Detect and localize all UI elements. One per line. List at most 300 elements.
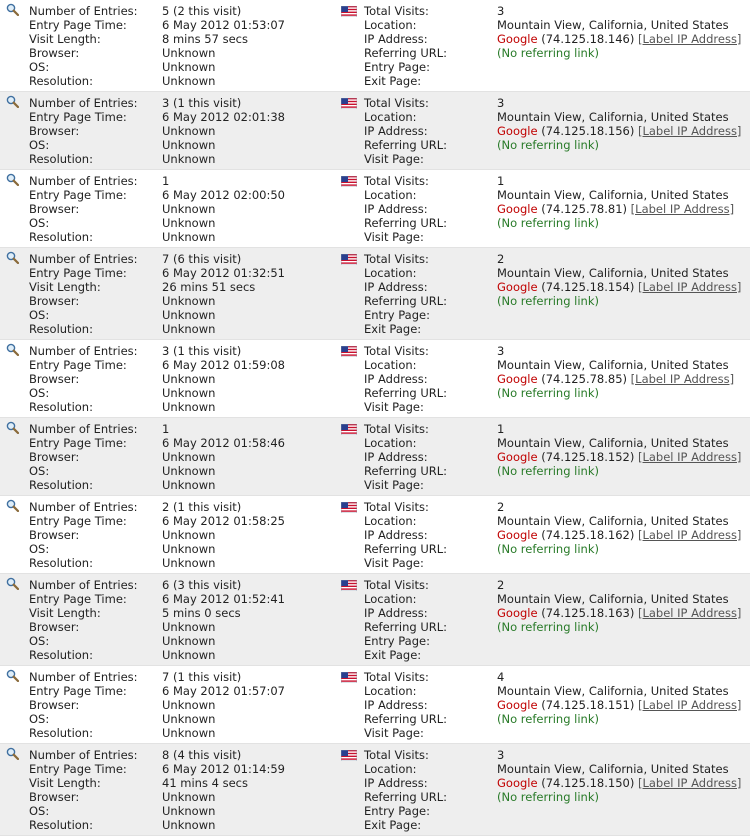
visit-labels bbox=[29, 96, 138, 166]
entry-time-value: 6 May 2012 01:58:46 bbox=[162, 436, 285, 450]
us-flag-icon bbox=[341, 750, 357, 761]
visit-values bbox=[162, 670, 285, 740]
visit-values bbox=[162, 748, 285, 832]
entry-time-value: 6 May 2012 01:52:41 bbox=[162, 592, 285, 606]
resolution-label: Resolution: bbox=[29, 74, 93, 88]
total-visits-label: Total Visits: bbox=[364, 252, 429, 266]
total-visits-value: 1 bbox=[497, 174, 505, 188]
total-visits-value: 2 bbox=[497, 500, 505, 514]
ip-value bbox=[497, 528, 741, 542]
visitor-values bbox=[497, 578, 741, 634]
browser-label: Browser: bbox=[29, 528, 80, 542]
ip-value bbox=[497, 776, 741, 790]
location-label: Location: bbox=[364, 266, 417, 280]
location-label: Location: bbox=[364, 684, 417, 698]
referring-label: Referring URL: bbox=[364, 216, 448, 230]
visitor-labels bbox=[364, 344, 447, 414]
entry-time-label: Entry Page Time: bbox=[29, 762, 127, 776]
ip-label: IP Address: bbox=[364, 606, 428, 620]
resolution-label: Resolution: bbox=[29, 152, 93, 166]
referring-label: Referring URL: bbox=[364, 46, 448, 60]
total-visits-label: Total Visits: bbox=[364, 344, 429, 358]
total-visits-label: Total Visits: bbox=[364, 4, 429, 18]
visit-record bbox=[0, 744, 750, 836]
search-engine-name: Google bbox=[497, 202, 538, 216]
ip-address: (74.125.18.152) bbox=[537, 450, 638, 464]
referring-value: (No referring link) bbox=[497, 294, 599, 308]
resolution-label: Resolution: bbox=[29, 400, 93, 414]
ip-label: IP Address: bbox=[364, 280, 428, 294]
total-visits-value: 3 bbox=[497, 748, 505, 762]
referring-label: Referring URL: bbox=[364, 138, 448, 152]
visitor-labels bbox=[364, 96, 447, 166]
total-visits-label: Total Visits: bbox=[364, 748, 429, 762]
visit-length-value: 8 mins 57 secs bbox=[162, 32, 248, 46]
entries-value: 5 (2 this visit) bbox=[162, 4, 242, 18]
location-value: Mountain View, California, United States bbox=[497, 18, 729, 32]
location-value: Mountain View, California, United States bbox=[497, 110, 729, 124]
location-value: Mountain View, California, United States bbox=[497, 514, 729, 528]
resolution-label: Resolution: bbox=[29, 478, 93, 492]
location-value: Mountain View, California, United States bbox=[497, 266, 729, 280]
entry-time-value: 6 May 2012 01:32:51 bbox=[162, 266, 285, 280]
entries-label: Number of Entries: bbox=[29, 174, 138, 188]
exit-page-label: Exit Page: bbox=[364, 74, 422, 88]
resolution-value: Unknown bbox=[162, 478, 216, 492]
magnifier-icon[interactable] bbox=[6, 3, 19, 16]
browser-label: Browser: bbox=[29, 790, 80, 804]
entry-page-label: Entry Page: bbox=[364, 308, 430, 322]
ip-address: (74.125.78.85) bbox=[537, 372, 631, 386]
ip-address: (74.125.18.156) bbox=[537, 124, 638, 138]
browser-value: Unknown bbox=[162, 790, 216, 804]
us-flag-icon bbox=[341, 98, 357, 109]
resolution-label: Resolution: bbox=[29, 726, 93, 740]
ip-label: IP Address: bbox=[364, 372, 428, 386]
referring-label: Referring URL: bbox=[364, 790, 448, 804]
visit-values bbox=[162, 4, 285, 88]
location-value: Mountain View, California, United States bbox=[497, 436, 729, 450]
visit-record bbox=[0, 574, 750, 666]
os-value: Unknown bbox=[162, 60, 216, 74]
entry-time-label: Entry Page Time: bbox=[29, 436, 127, 450]
entries-value: 2 (1 this visit) bbox=[162, 500, 242, 514]
referring-value: (No referring link) bbox=[497, 216, 599, 230]
magnifier-icon[interactable] bbox=[6, 95, 19, 108]
visit-values bbox=[162, 578, 285, 662]
entry-time-label: Entry Page Time: bbox=[29, 18, 127, 32]
label-ip-address-link[interactable]: [Label IP Address] bbox=[630, 202, 735, 216]
location-value: Mountain View, California, United States bbox=[497, 188, 729, 202]
location-label: Location: bbox=[364, 592, 417, 606]
browser-value: Unknown bbox=[162, 698, 216, 712]
entry-time-label: Entry Page Time: bbox=[29, 358, 127, 372]
visit-length-value: 26 mins 51 secs bbox=[162, 280, 256, 294]
os-label: OS: bbox=[29, 60, 50, 74]
resolution-value: Unknown bbox=[162, 152, 216, 166]
label-ip-address-link[interactable]: [Label IP Address] bbox=[630, 372, 735, 386]
visitor-labels bbox=[364, 748, 447, 832]
os-label: OS: bbox=[29, 712, 50, 726]
visitor-values bbox=[497, 96, 741, 152]
location-value: Mountain View, California, United States bbox=[497, 592, 729, 606]
total-visits-value: 2 bbox=[497, 252, 505, 266]
referring-label: Referring URL: bbox=[364, 464, 448, 478]
search-engine-name: Google bbox=[497, 124, 538, 138]
ip-label: IP Address: bbox=[364, 698, 428, 712]
visitor-labels bbox=[364, 252, 447, 336]
visit-values bbox=[162, 500, 285, 570]
referring-label: Referring URL: bbox=[364, 712, 448, 726]
visit-length-value: 5 mins 0 secs bbox=[162, 606, 241, 620]
label-ip-address-link[interactable]: [Label IP Address] bbox=[637, 776, 742, 790]
visit-labels bbox=[29, 670, 138, 740]
search-engine-name: Google bbox=[497, 280, 538, 294]
visit-length-label: Visit Length: bbox=[29, 32, 101, 46]
search-engine-name: Google bbox=[497, 372, 538, 386]
ip-value bbox=[497, 202, 734, 216]
os-value: Unknown bbox=[162, 804, 216, 818]
location-label: Location: bbox=[364, 18, 417, 32]
ip-label: IP Address: bbox=[364, 528, 428, 542]
magnifier-icon[interactable] bbox=[6, 251, 19, 264]
location-value: Mountain View, California, United States bbox=[497, 762, 729, 776]
us-flag-icon bbox=[341, 424, 357, 435]
entries-label: Number of Entries: bbox=[29, 748, 138, 762]
ip-value bbox=[497, 372, 734, 386]
entries-label: Number of Entries: bbox=[29, 4, 138, 18]
resolution-label: Resolution: bbox=[29, 322, 93, 336]
entry-time-value: 6 May 2012 01:58:25 bbox=[162, 514, 285, 528]
os-label: OS: bbox=[29, 804, 50, 818]
ip-address: (74.125.18.151) bbox=[537, 698, 638, 712]
visitor-values bbox=[497, 4, 741, 60]
visitor-values bbox=[497, 344, 734, 400]
visit-length-label: Visit Length: bbox=[29, 280, 101, 294]
entry-time-label: Entry Page Time: bbox=[29, 266, 127, 280]
visitor-labels bbox=[364, 670, 447, 740]
os-label: OS: bbox=[29, 308, 50, 322]
entries-label: Number of Entries: bbox=[29, 578, 138, 592]
visit-record bbox=[0, 170, 750, 248]
entries-value: 3 (1 this visit) bbox=[162, 96, 242, 110]
visit-values bbox=[162, 252, 285, 336]
magnifier-icon[interactable] bbox=[6, 747, 19, 760]
entry-time-value: 6 May 2012 01:57:07 bbox=[162, 684, 285, 698]
entry-time-value: 6 May 2012 01:59:08 bbox=[162, 358, 285, 372]
total-visits-label: Total Visits: bbox=[364, 670, 429, 684]
resolution-value: Unknown bbox=[162, 400, 216, 414]
resolution-value: Unknown bbox=[162, 322, 216, 336]
us-flag-icon bbox=[341, 6, 357, 17]
visit-length-value: 41 mins 4 secs bbox=[162, 776, 248, 790]
os-label: OS: bbox=[29, 634, 50, 648]
ip-label: IP Address: bbox=[364, 32, 428, 46]
search-engine-name: Google bbox=[497, 32, 538, 46]
entries-value: 1 bbox=[162, 174, 170, 188]
ip-value bbox=[497, 450, 741, 464]
total-visits-value: 3 bbox=[497, 96, 505, 110]
visit-record bbox=[0, 92, 750, 170]
us-flag-icon bbox=[341, 346, 357, 357]
entries-value: 3 (1 this visit) bbox=[162, 344, 242, 358]
referring-value: (No referring link) bbox=[497, 46, 599, 60]
visitor-labels bbox=[364, 174, 447, 244]
referring-label: Referring URL: bbox=[364, 620, 448, 634]
referring-label: Referring URL: bbox=[364, 386, 448, 400]
us-flag-icon bbox=[341, 672, 357, 683]
visit-labels bbox=[29, 578, 138, 662]
search-engine-name: Google bbox=[497, 698, 538, 712]
referring-value: (No referring link) bbox=[497, 138, 599, 152]
entry-time-value: 6 May 2012 01:53:07 bbox=[162, 18, 285, 32]
location-label: Location: bbox=[364, 110, 417, 124]
label-ip-address-link[interactable]: [Label IP Address] bbox=[637, 280, 742, 294]
visit-page-label: Visit Page: bbox=[364, 726, 424, 740]
location-value: Mountain View, California, United States bbox=[497, 684, 729, 698]
magnifier-icon[interactable] bbox=[6, 499, 19, 512]
referring-value: (No referring link) bbox=[497, 542, 599, 556]
browser-label: Browser: bbox=[29, 698, 80, 712]
visit-length-label: Visit Length: bbox=[29, 776, 101, 790]
browser-value: Unknown bbox=[162, 450, 216, 464]
entry-time-label: Entry Page Time: bbox=[29, 110, 127, 124]
browser-label: Browser: bbox=[29, 46, 80, 60]
entries-label: Number of Entries: bbox=[29, 670, 138, 684]
entries-label: Number of Entries: bbox=[29, 500, 138, 514]
resolution-label: Resolution: bbox=[29, 648, 93, 662]
resolution-value: Unknown bbox=[162, 556, 216, 570]
referring-value: (No referring link) bbox=[497, 464, 599, 478]
ip-value bbox=[497, 124, 741, 138]
referring-value: (No referring link) bbox=[497, 620, 599, 634]
browser-label: Browser: bbox=[29, 372, 80, 386]
os-value: Unknown bbox=[162, 542, 216, 556]
location-value: Mountain View, California, United States bbox=[497, 358, 729, 372]
entry-page-label: Entry Page: bbox=[364, 804, 430, 818]
resolution-label: Resolution: bbox=[29, 818, 93, 832]
total-visits-label: Total Visits: bbox=[364, 500, 429, 514]
visit-record bbox=[0, 340, 750, 418]
search-engine-name: Google bbox=[497, 606, 538, 620]
label-ip-address-link[interactable]: [Label IP Address] bbox=[637, 698, 742, 712]
search-engine-name: Google bbox=[497, 776, 538, 790]
os-value: Unknown bbox=[162, 464, 216, 478]
browser-value: Unknown bbox=[162, 202, 216, 216]
visit-page-label: Visit Page: bbox=[364, 478, 424, 492]
entry-time-label: Entry Page Time: bbox=[29, 684, 127, 698]
entries-label: Number of Entries: bbox=[29, 252, 138, 266]
visitor-values bbox=[497, 422, 741, 478]
os-label: OS: bbox=[29, 542, 50, 556]
visit-values bbox=[162, 174, 285, 244]
visit-record bbox=[0, 666, 750, 744]
browser-value: Unknown bbox=[162, 528, 216, 542]
visit-record bbox=[0, 496, 750, 574]
search-engine-name: Google bbox=[497, 450, 538, 464]
ip-address: (74.125.18.154) bbox=[537, 280, 638, 294]
visitor-labels bbox=[364, 578, 447, 662]
visit-labels bbox=[29, 422, 138, 492]
entries-label: Number of Entries: bbox=[29, 344, 138, 358]
visit-labels bbox=[29, 748, 138, 832]
referring-label: Referring URL: bbox=[364, 542, 448, 556]
visit-page-label: Visit Page: bbox=[364, 152, 424, 166]
browser-value: Unknown bbox=[162, 294, 216, 308]
ip-address: (74.125.78.81) bbox=[537, 202, 631, 216]
visit-labels bbox=[29, 500, 138, 570]
location-label: Location: bbox=[364, 514, 417, 528]
os-label: OS: bbox=[29, 464, 50, 478]
ip-address: (74.125.18.146) bbox=[537, 32, 638, 46]
referring-value: (No referring link) bbox=[497, 386, 599, 400]
total-visits-value: 2 bbox=[497, 578, 505, 592]
ip-label: IP Address: bbox=[364, 776, 428, 790]
resolution-value: Unknown bbox=[162, 726, 216, 740]
visitor-values bbox=[497, 174, 734, 230]
us-flag-icon bbox=[341, 580, 357, 591]
ip-value bbox=[497, 280, 741, 294]
os-label: OS: bbox=[29, 386, 50, 400]
label-ip-address-link[interactable]: [Label IP Address] bbox=[637, 528, 742, 542]
resolution-value: Unknown bbox=[162, 74, 216, 88]
visitor-labels bbox=[364, 422, 447, 492]
os-value: Unknown bbox=[162, 138, 216, 152]
resolution-value: Unknown bbox=[162, 818, 216, 832]
os-label: OS: bbox=[29, 216, 50, 230]
resolution-value: Unknown bbox=[162, 230, 216, 244]
magnifier-icon[interactable] bbox=[6, 669, 19, 682]
entry-time-label: Entry Page Time: bbox=[29, 592, 127, 606]
os-label: OS: bbox=[29, 138, 50, 152]
location-label: Location: bbox=[364, 358, 417, 372]
ip-value bbox=[497, 698, 741, 712]
exit-page-label: Exit Page: bbox=[364, 648, 422, 662]
visit-record bbox=[0, 248, 750, 340]
total-visits-label: Total Visits: bbox=[364, 174, 429, 188]
browser-value: Unknown bbox=[162, 372, 216, 386]
visitor-values bbox=[497, 252, 741, 308]
visit-page-label: Visit Page: bbox=[364, 230, 424, 244]
exit-page-label: Exit Page: bbox=[364, 322, 422, 336]
entries-value: 1 bbox=[162, 422, 170, 436]
resolution-value: Unknown bbox=[162, 648, 216, 662]
visit-page-label: Visit Page: bbox=[364, 400, 424, 414]
ip-address: (74.125.18.162) bbox=[537, 528, 638, 542]
visit-record bbox=[0, 0, 750, 92]
browser-label: Browser: bbox=[29, 620, 80, 634]
os-value: Unknown bbox=[162, 216, 216, 230]
visitor-values bbox=[497, 500, 741, 556]
visitor-values bbox=[497, 670, 741, 726]
visitor-labels bbox=[364, 4, 447, 88]
resolution-label: Resolution: bbox=[29, 556, 93, 570]
browser-value: Unknown bbox=[162, 620, 216, 634]
total-visits-value: 4 bbox=[497, 670, 505, 684]
ip-value bbox=[497, 32, 741, 46]
os-value: Unknown bbox=[162, 634, 216, 648]
entry-time-value: 6 May 2012 02:01:38 bbox=[162, 110, 285, 124]
location-label: Location: bbox=[364, 762, 417, 776]
search-engine-name: Google bbox=[497, 528, 538, 542]
visit-record bbox=[0, 418, 750, 496]
total-visits-label: Total Visits: bbox=[364, 96, 429, 110]
visit-page-label: Visit Page: bbox=[364, 556, 424, 570]
os-value: Unknown bbox=[162, 308, 216, 322]
entries-value: 8 (4 this visit) bbox=[162, 748, 242, 762]
total-visits-value: 3 bbox=[497, 344, 505, 358]
total-visits-label: Total Visits: bbox=[364, 578, 429, 592]
ip-value bbox=[497, 606, 741, 620]
entry-page-label: Entry Page: bbox=[364, 634, 430, 648]
entries-label: Number of Entries: bbox=[29, 96, 138, 110]
visitor-labels bbox=[364, 500, 447, 570]
total-visits-label: Total Visits: bbox=[364, 422, 429, 436]
referring-value: (No referring link) bbox=[497, 712, 599, 726]
os-value: Unknown bbox=[162, 712, 216, 726]
entry-time-label: Entry Page Time: bbox=[29, 514, 127, 528]
label-ip-address-link[interactable]: [Label IP Address] bbox=[637, 124, 742, 138]
visit-values bbox=[162, 96, 285, 166]
total-visits-value: 1 bbox=[497, 422, 505, 436]
entry-time-value: 6 May 2012 01:14:59 bbox=[162, 762, 285, 776]
entries-value: 7 (1 this visit) bbox=[162, 670, 242, 684]
label-ip-address-link[interactable]: [Label IP Address] bbox=[637, 450, 742, 464]
entries-label: Number of Entries: bbox=[29, 422, 138, 436]
visit-labels bbox=[29, 252, 138, 336]
label-ip-address-link[interactable]: [Label IP Address] bbox=[637, 32, 742, 46]
ip-label: IP Address: bbox=[364, 450, 428, 464]
us-flag-icon bbox=[341, 502, 357, 513]
label-ip-address-link[interactable]: [Label IP Address] bbox=[637, 606, 742, 620]
entry-page-label: Entry Page: bbox=[364, 60, 430, 74]
ip-label: IP Address: bbox=[364, 202, 428, 216]
magnifier-icon[interactable] bbox=[6, 173, 19, 186]
browser-value: Unknown bbox=[162, 124, 216, 138]
visit-labels bbox=[29, 4, 138, 88]
magnifier-icon[interactable] bbox=[6, 577, 19, 590]
visit-values bbox=[162, 422, 285, 492]
total-visits-value: 3 bbox=[497, 4, 505, 18]
ip-address: (74.125.18.163) bbox=[537, 606, 638, 620]
browser-label: Browser: bbox=[29, 202, 80, 216]
visit-values bbox=[162, 344, 285, 414]
visitor-values bbox=[497, 748, 741, 804]
resolution-label: Resolution: bbox=[29, 230, 93, 244]
referring-label: Referring URL: bbox=[364, 294, 448, 308]
location-label: Location: bbox=[364, 188, 417, 202]
visit-labels bbox=[29, 344, 138, 414]
visit-labels bbox=[29, 174, 138, 244]
browser-value: Unknown bbox=[162, 46, 216, 60]
referring-value: (No referring link) bbox=[497, 790, 599, 804]
browser-label: Browser: bbox=[29, 124, 80, 138]
ip-address: (74.125.18.150) bbox=[537, 776, 638, 790]
visit-length-label: Visit Length: bbox=[29, 606, 101, 620]
browser-label: Browser: bbox=[29, 294, 80, 308]
entries-value: 7 (6 this visit) bbox=[162, 252, 242, 266]
location-label: Location: bbox=[364, 436, 417, 450]
us-flag-icon bbox=[341, 176, 357, 187]
magnifier-icon[interactable] bbox=[6, 421, 19, 434]
entry-time-value: 6 May 2012 02:00:50 bbox=[162, 188, 285, 202]
magnifier-icon[interactable] bbox=[6, 343, 19, 356]
exit-page-label: Exit Page: bbox=[364, 818, 422, 832]
us-flag-icon bbox=[341, 254, 357, 265]
entry-time-label: Entry Page Time: bbox=[29, 188, 127, 202]
os-value: Unknown bbox=[162, 386, 216, 400]
browser-label: Browser: bbox=[29, 450, 80, 464]
